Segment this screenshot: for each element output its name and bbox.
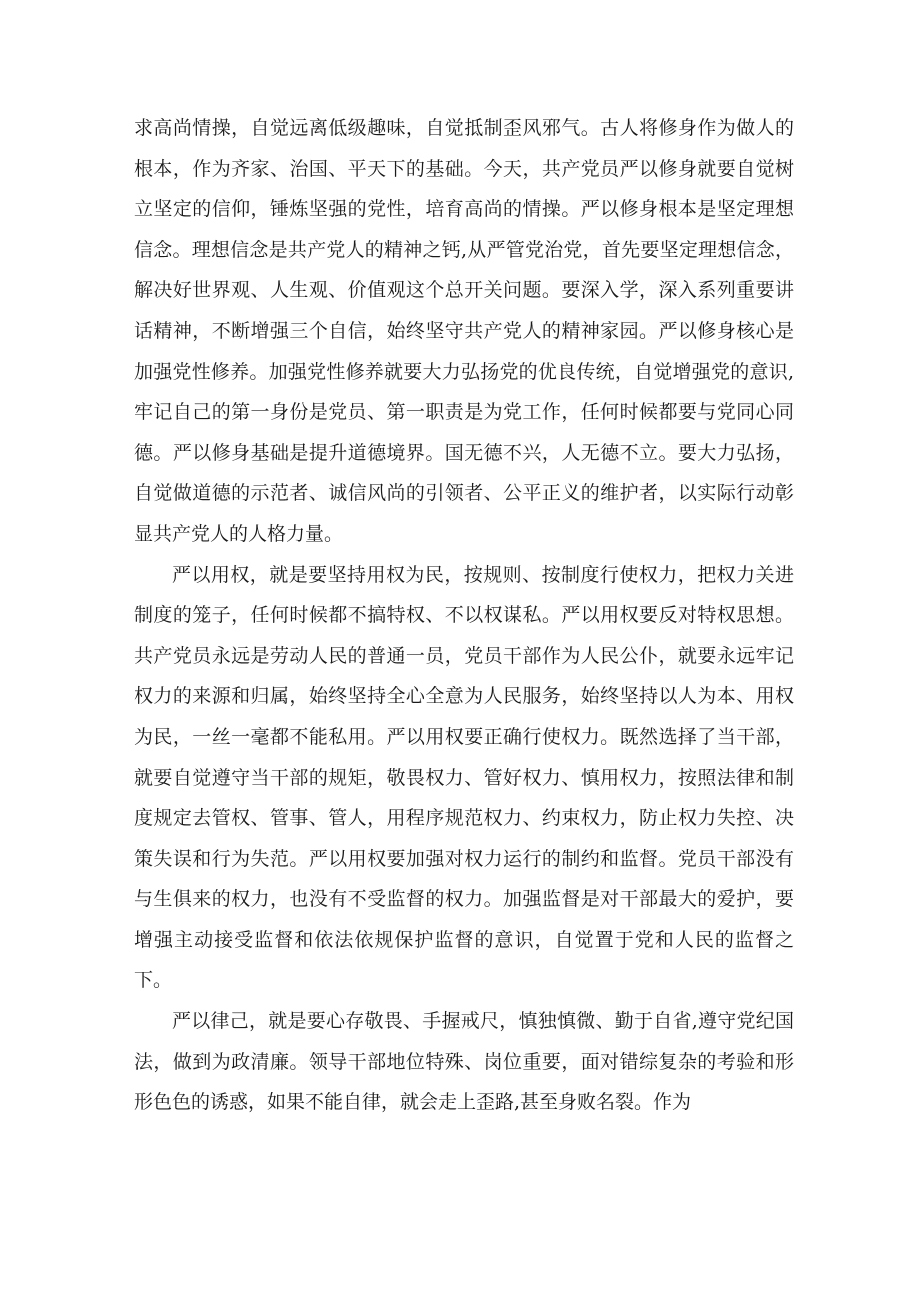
paragraph-strict-power: 严以用权，就是要坚持用权为民，按规则、按制度行使权力，把权力关进制度的笼子，任何时候都不搞特权、不以权谋私。严以用权要反对特权思想。共产党员永远是劳动人民的普通一员，党员干部作为人民公仆，就要永远牢记权力的来源和归属，始终坚持全心全意为人民服务，始终坚持以人为本、用权为民，一丝一毫都不能私用。严以用权要正确行使权力。既然选择了当干部，就要自觉遵守当干部的规矩，敬畏权力、管好权力、慎用权力，按照法律和制度规定去管权、管事、管人，用程序规范权力、约束权力，防止权力失控、决策失误和行为失范。严以用权要加强对权力运行的制约和监督。党员干部没有与生俱来的权力，也没有不受监督的权力。加强监督是对干部最大的爱护，要增强主动接受监督和依法依规保护监督的意识，自觉置于党和人民的监督之下。 [134,563,794,992]
paragraph-continuation: 求高尚情操，自觉远离低级趣味，自觉抵制歪风邪气。古人将修身作为做人的根本，作为齐家、治国、平天下的基础。今天，共产党员严以修身就要自觉树立坚定的信仰，锤炼坚强的党性，培育高尚的情操。严以修身根本是坚定理想信念。理想信念是共产党人的精神之钙,从严管党治党，首先要坚定理想信念，解决好世界观、人生观、价值观这个总开关问题。要深入学，深入系列重要讲话精神，不断增强三个自信，始终坚守共产党人的精神家园。严以修身核心是加强党性修养。加强党性修养就要大力弘扬党的优良传统，自觉增强党的意识,牢记自己的第一身份是党员、第一职责是为党工作，任何时候都要与党同心同德。严以修身基础是提升道德境界。国无德不兴，人无德不立。要大力弘扬，自觉做道德的示范者、诚信风尚的引领者、公平正义的维护者，以实际行动彰显共产党人的人格力量。 [134,117,794,545]
document-body [134,108,794,1123]
paragraph-strict-self-discipline: 严以律己，就是要心存敬畏、手握戒尺，慎独慎微、勤于自省,遵守党纪国法，做到为政清廉。领导干部地位特殊、岗位重要，面对错综复杂的考验和形形色色的诱惑，如果不能自律，就会走上歪路,甚至身败名裂。作为 [134,1010,794,1114]
